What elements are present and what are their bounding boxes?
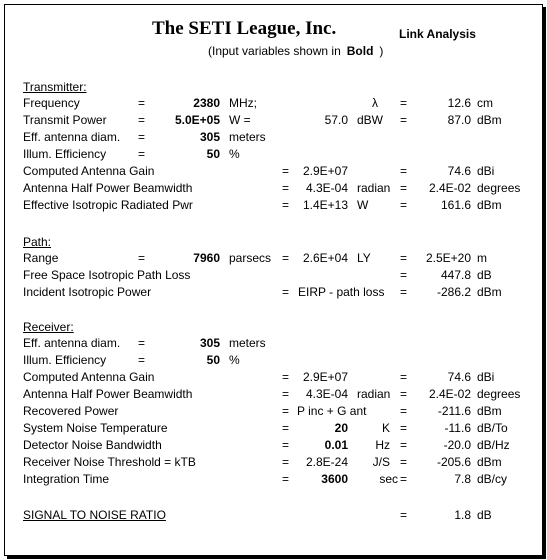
row-unit: parsecs <box>229 251 272 265</box>
row-transmit-power <box>0 113 547 130</box>
row-eq: = <box>138 113 146 127</box>
note-prefix: (Input variables shown in <box>208 44 341 58</box>
row-path-loss <box>0 268 547 285</box>
row-value: 1.4E+13 <box>302 198 348 212</box>
page-subtitle: Link Analysis <box>399 27 476 41</box>
input-value[interactable]: 50 <box>206 353 220 367</box>
row-value: -20.0 <box>443 438 471 452</box>
row-eq: = <box>138 353 146 367</box>
row-unit: dBm <box>477 285 502 299</box>
row-value: 87.0 <box>447 113 471 127</box>
row-value: 2.9E+07 <box>302 164 348 178</box>
row-eq: = <box>400 285 408 299</box>
row-eq: = <box>138 251 146 265</box>
input-note <box>208 44 383 58</box>
row-eq: = <box>400 421 408 435</box>
row-unit: dBm <box>477 404 502 418</box>
row-value: 57.0 <box>324 113 348 127</box>
input-value[interactable]: 50 <box>206 147 220 161</box>
row-rx-illum-efficiency <box>0 353 547 370</box>
row-eq: = <box>400 508 408 522</box>
row-eq: = <box>400 96 408 110</box>
row-value: -286.2 <box>436 285 471 299</box>
row-label: Computed Antenna Gain <box>23 164 155 178</box>
page-title: The SETI League, Inc. <box>152 18 337 39</box>
row-label: Computed Antenna Gain <box>23 370 155 384</box>
row-value: 2.8E-24 <box>305 455 348 469</box>
row-eq: = <box>282 404 290 418</box>
row-unit: sec <box>379 472 398 486</box>
row-noise-threshold <box>0 455 547 472</box>
row-value: 161.6 <box>440 198 471 212</box>
input-value[interactable]: 0.01 <box>324 438 348 452</box>
row-unit: Hz <box>375 438 390 452</box>
row-label: Effective Isotropic Radiated Pwr <box>23 198 193 212</box>
row-unit: LY <box>357 251 371 265</box>
row-unit: meters <box>229 336 266 350</box>
row-system-noise-temp <box>0 421 547 438</box>
row-unit: m <box>477 251 487 265</box>
section-path: Path: <box>23 235 52 249</box>
row-unit: J/S <box>372 455 390 469</box>
row-rx-eff-antenna-diam <box>0 336 547 353</box>
row-label: Free Space Isotropic Path Loss <box>23 268 191 282</box>
row-eq: = <box>400 251 408 265</box>
row-value: -205.6 <box>436 455 471 469</box>
row-label: Illum. Efficiency <box>23 353 107 367</box>
row-unit: K <box>381 421 390 435</box>
lambda-symbol: λ <box>372 96 378 110</box>
row-eq: = <box>282 472 290 486</box>
row-incident-power <box>0 285 547 302</box>
row-unit: radian <box>357 387 391 401</box>
row-label: System Noise Temperature <box>23 421 168 435</box>
row-unit: radian <box>357 181 391 195</box>
row-value: 4.3E-04 <box>305 387 348 401</box>
row-unit: dB/cy <box>477 472 508 486</box>
row-eq: = <box>282 370 290 384</box>
row-unit: dBW <box>357 113 384 127</box>
row-eq: = <box>282 251 290 265</box>
snr-label: SIGNAL TO NOISE RATIO <box>23 508 166 522</box>
row-unit: MHz; <box>229 96 257 110</box>
row-unit: dBm <box>477 455 502 469</box>
row-value: 2.6E+04 <box>302 251 348 265</box>
row-label: Incident Isotropic Power <box>23 285 152 299</box>
row-eq: = <box>400 387 408 401</box>
input-value[interactable]: 20 <box>334 421 348 435</box>
row-eq: = <box>400 198 408 212</box>
row-rx-antenna-gain <box>0 370 547 387</box>
row-unit: cm <box>477 96 493 110</box>
section-receiver: Receiver: <box>23 320 74 334</box>
row-eq: = <box>282 164 290 178</box>
row-formula: EIRP - path loss <box>298 285 385 299</box>
input-value[interactable]: 3600 <box>321 472 348 486</box>
row-eq: = <box>138 336 146 350</box>
row-frequency <box>0 96 547 113</box>
row-eq: = <box>400 472 408 486</box>
row-half-power-beamwidth <box>0 181 547 198</box>
row-unit: W <box>357 198 369 212</box>
row-label: Transmit Power <box>23 113 107 127</box>
row-eq: = <box>400 404 408 418</box>
row-computed-antenna-gain <box>0 164 547 181</box>
row-unit: dBm <box>477 113 502 127</box>
row-range <box>0 251 547 268</box>
input-value[interactable]: 7960 <box>193 251 220 265</box>
row-label: Antenna Half Power Beamwidth <box>23 387 193 401</box>
row-value: 74.6 <box>447 370 471 384</box>
row-eq: = <box>400 370 408 384</box>
row-eq: = <box>400 181 408 195</box>
row-value: 12.6 <box>447 96 471 110</box>
row-value: 447.8 <box>440 268 471 282</box>
row-label: Antenna Half Power Beamwidth <box>23 181 193 195</box>
row-unit: dBi <box>477 370 495 384</box>
row-eq: = <box>400 268 408 282</box>
row-unit: % <box>229 353 240 367</box>
row-value: 2.9E+07 <box>302 370 348 384</box>
row-eirp <box>0 198 547 215</box>
input-value[interactable]: 305 <box>199 130 220 144</box>
row-label: Integration Time <box>23 472 110 486</box>
row-detector-bandwidth <box>0 438 547 455</box>
row-eq: = <box>282 455 290 469</box>
row-value: 74.6 <box>447 164 471 178</box>
row-unit: degrees <box>477 181 521 195</box>
row-label: Eff. antenna diam. <box>23 130 121 144</box>
row-eq: = <box>282 387 290 401</box>
row-label: Illum. Efficiency <box>23 147 107 161</box>
row-label: Detector Noise Bandwidth <box>23 438 162 452</box>
row-label: Receiver Noise Threshold = kTB <box>23 455 196 469</box>
row-value: -11.6 <box>444 421 471 435</box>
row-label: Recovered Power <box>23 404 119 418</box>
row-recovered-power <box>0 404 547 421</box>
row-label: Frequency <box>23 96 80 110</box>
row-eq: = <box>282 285 290 299</box>
row-integration-time <box>0 472 547 489</box>
section-transmitter: Transmitter: <box>23 80 87 94</box>
row-eq: = <box>282 198 290 212</box>
row-unit: dB <box>477 268 492 282</box>
row-unit: degrees <box>477 387 521 401</box>
row-unit: % <box>229 147 240 161</box>
input-value[interactable]: 2380 <box>193 96 220 110</box>
row-unit: meters <box>229 130 266 144</box>
row-eff-antenna-diam <box>0 130 547 147</box>
row-snr <box>0 508 547 525</box>
row-eq: = <box>138 96 146 110</box>
input-value[interactable]: 305 <box>199 336 220 350</box>
row-eq: = <box>400 438 408 452</box>
note-suffix: ) <box>379 44 384 58</box>
row-unit: dB/To <box>477 421 508 435</box>
note-bold: Bold <box>346 44 374 58</box>
row-unit: dBm <box>477 198 502 212</box>
row-value: 2.4E-02 <box>428 181 471 195</box>
row-value: -211.6 <box>437 404 471 418</box>
row-eq: = <box>282 181 290 195</box>
row-eq: = <box>138 147 146 161</box>
row-unit: W = <box>229 113 251 127</box>
row-illum-efficiency <box>0 147 547 164</box>
row-value: 7.8 <box>454 472 471 486</box>
row-formula: P inc + G ant <box>297 404 367 418</box>
row-eq: = <box>400 113 408 127</box>
row-eq: = <box>400 455 408 469</box>
row-value: 2.4E-02 <box>428 387 471 401</box>
input-value[interactable]: 5.0E+05 <box>174 113 220 127</box>
row-eq: = <box>282 438 290 452</box>
row-unit: dB <box>477 508 492 522</box>
row-value: 2.5E+20 <box>425 251 471 265</box>
row-eq: = <box>400 164 408 178</box>
row-eq: = <box>282 421 290 435</box>
row-unit: dB/Hz <box>477 438 510 452</box>
row-value: 4.3E-04 <box>305 181 348 195</box>
row-label: Range <box>23 251 59 265</box>
row-unit: dBi <box>477 164 495 178</box>
snr-value: 1.8 <box>454 508 471 522</box>
row-eq: = <box>138 130 146 144</box>
row-label: Eff. antenna diam. <box>23 336 121 350</box>
row-rx-beamwidth <box>0 387 547 404</box>
